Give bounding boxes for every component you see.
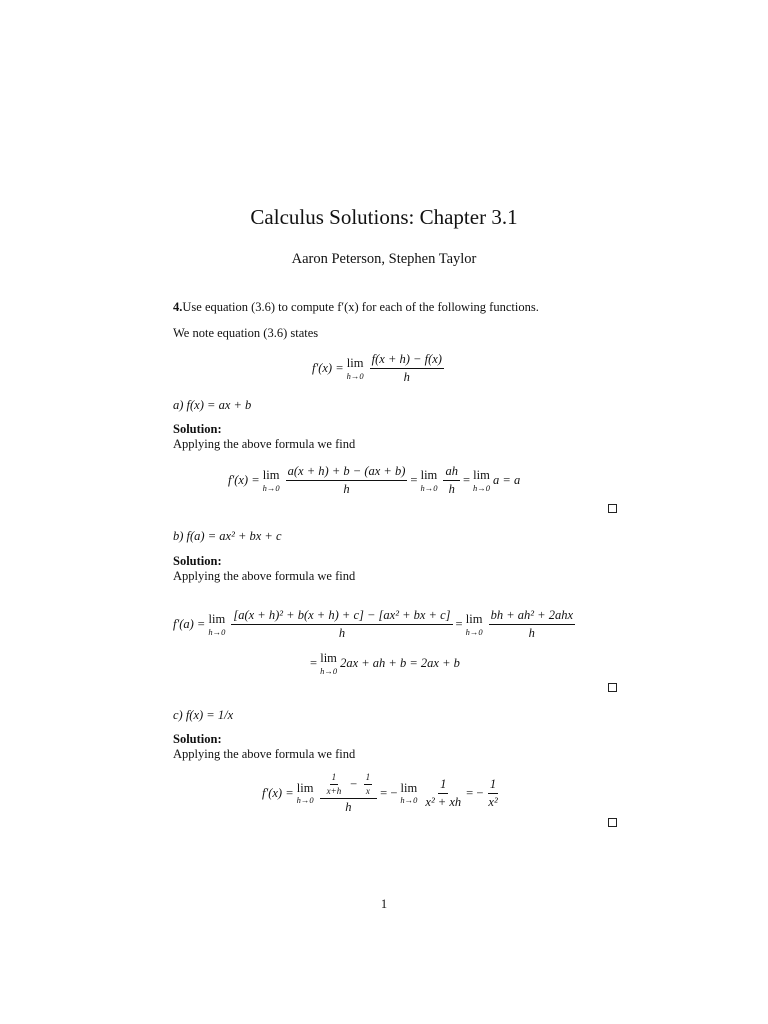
part-b-solution-label: Solution: xyxy=(173,554,222,568)
problem-text: Use equation (3.6) to compute f′(x) for each of the following functions. xyxy=(182,300,539,314)
part-b-equation: f′(a) = lim h→0 $\frac{\text{[a(x + h)² + b(x + h) + c] − [ax² + bx + c]}}{h}$ = lim h→0 $\frac{\text{bh + ah² + 2ahx}}{h}$ xyxy=(173,608,574,640)
problem-note: We note equation (3.6) states xyxy=(173,326,319,340)
definition-equation xyxy=(312,352,447,385)
limit-operator: lim h→0 xyxy=(346,356,364,381)
part-a-solution-label: Solution: xyxy=(173,422,222,436)
part-a-label: a) f(x) = ax + b xyxy=(173,398,252,412)
qed-square-icon xyxy=(608,683,617,692)
part-c-label: c) f(x) = 1/x xyxy=(173,708,234,722)
part-c-solution-label: Solution: xyxy=(173,732,222,746)
document-title: Calculus Solutions: Chapter 3.1 xyxy=(250,205,518,229)
eq-lhs: f′(x) = xyxy=(312,361,344,375)
part-c-text: Applying the above formula we find xyxy=(173,747,356,761)
document-authors: Aaron Peterson, Stephen Taylor xyxy=(291,251,477,267)
problem-number: 4. xyxy=(173,300,183,314)
part-c-equation: f′(x) = lim h→0 $\frac{1}{x+h}$ − $\frac{1}{x}$ h = − lim h→0 $\frac{1}{\text{x² + xh}}$ = − $\frac{1}{\text{x²}}$ xyxy=(262,772,498,814)
part-b-label: b) f(a) = ax² + bx + c xyxy=(173,529,282,543)
fraction: $\frac{f(x + h) - f(x)}{h}$ xyxy=(371,352,442,384)
part-b-equation-cont: = lim h→0 2ax + ah + b = 2ax + b xyxy=(310,651,460,676)
part-b-text: Applying the above formula we find xyxy=(173,569,356,583)
problem-statement xyxy=(173,300,539,315)
qed-square-icon xyxy=(608,504,617,513)
qed-square-icon xyxy=(608,818,617,827)
part-a-equation: f′(x) = lim h→0 $\frac{a(x + h) + b - (ax + b)}{h}$ = lim h→0 $\frac{ah}{h}$ = lim h→0 a = a xyxy=(228,464,521,496)
part-a-text: Applying the above formula we find xyxy=(173,437,356,451)
page-number: 1 xyxy=(380,897,388,911)
